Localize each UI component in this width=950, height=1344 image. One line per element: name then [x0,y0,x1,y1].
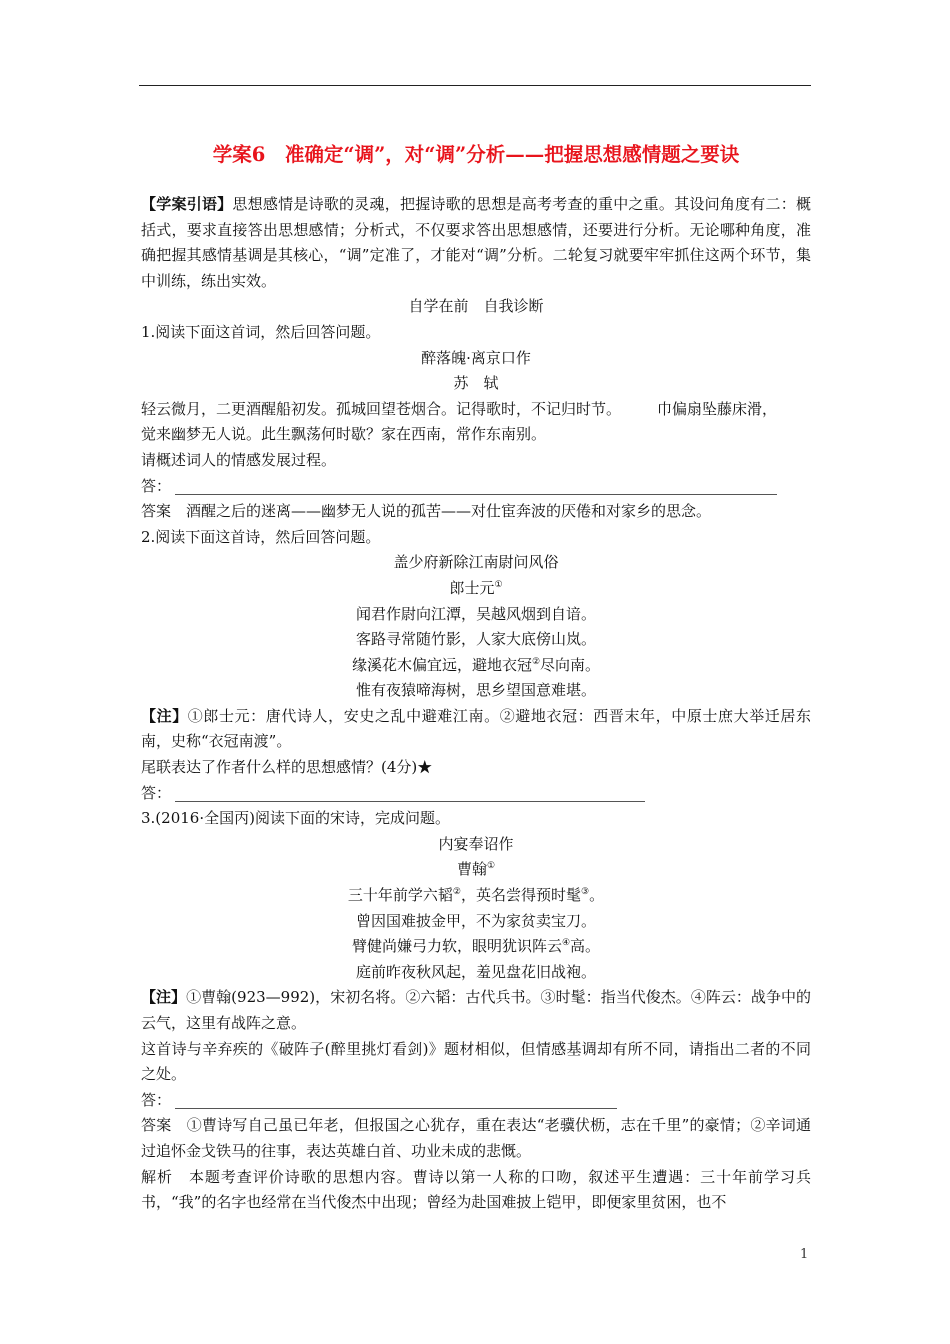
section-heading: 自学在前 自我诊断 [408,297,544,316]
answer-label: 答案 [141,1116,172,1135]
q3-prompt: 3.(2016·全国丙)阅读下面的宋诗，完成问题。 [141,809,450,828]
page-number: 1 [800,1247,809,1262]
q3-analysis [141,1165,811,1216]
header-rule [139,85,811,86]
answer-text: ①曹诗写自己虽已年老，但报国之心犹存，重在表达“老骥伏枥，志在千里”的豪情；②辛词通过追怀金戈铁马的往事，表达英雄白首、功业未成的悲慨。 [141,1116,811,1160]
answer-prompt: 答： [141,783,172,802]
document-body [141,140,811,1216]
q2-poem-title: 盖少府新除江南尉问风俗 [393,553,559,572]
q1-poem-line [141,397,811,423]
answer-line[interactable] [175,476,777,495]
answer-line[interactable] [175,1090,617,1109]
q3-poem-title: 内宴奉诏作 [438,834,514,853]
note-label: 【注】 [141,706,188,725]
footnote-marker: ③ [581,887,590,898]
q2-poem-line4: 惟有夜猿啼海树，思乡望国意难堪。 [355,681,596,700]
q3-question: 这首诗与辛弃疾的《破阵子(醉里挑灯看剑)》题材相似，但情感基调却有所不同，请指出二者的不同之处。 [141,1039,811,1084]
answer-prompt: 答： [141,476,172,495]
analysis-label: 解析 [141,1167,173,1186]
q1-author: 苏 轼 [453,374,499,393]
q2-poem-line2: 客路寻常随竹影，人家大底傍山岚。 [355,630,596,649]
answer-line[interactable] [175,783,645,802]
q2-poem-line1: 闻君作尉向江潭，吴越风烟到自谙。 [355,604,596,623]
q1-question: 请概述词人的情感发展过程。 [141,450,337,469]
q1-poem-line1a: 轻云微月，二更酒醒船初发。孤城回望苍烟合。记得歌时，不记归时节。 [141,399,622,418]
q2-poem-line3: 缘溪花木偏宜远，避地衣冠②尽向南。 [351,655,601,674]
q3-answer-blank [141,1088,811,1114]
q2-author: 郎士元① [449,578,503,597]
q2-note [141,704,811,755]
intro-label: 【学案引语】 [141,195,233,213]
q1-poem-line2: 觉来幽梦无人说。此生飘荡何时歇？家在西南，常作东南别。 [141,425,547,444]
q1-prompt: 1.阅读下面这首词，然后回答问题。 [141,322,381,341]
q3-author: 曹翰① [456,860,496,879]
intro-paragraph [141,192,811,294]
q2-prompt: 2.阅读下面这首诗，然后回答问题。 [141,527,381,546]
answer-label: 答案 [141,502,172,521]
q1-poem-line1b: 巾偏扇坠藤床滑， [657,399,778,418]
q3-note [141,985,811,1036]
q2-answer-blank [141,781,811,807]
note-text: ①郎士元：唐代诗人，安史之乱中避难江南。②避地衣冠：西晋末年，中原士庶大举迁居东南，史称“衣冠南渡”。 [141,706,811,751]
q3-poem-line4: 庭前昨夜秋风起，羞见盘花旧战袍。 [355,962,596,981]
answer-prompt: 答： [141,1090,172,1109]
footnote-marker: ① [494,579,503,590]
q2-question: 尾联表达了作者什么样的思想感情？(4分)★ [141,758,433,777]
q3-poem-line2: 曾因国难披金甲，不为家贫卖宝刀。 [355,911,596,930]
q1-answer [141,499,811,525]
footnote-marker: ② [452,887,461,898]
intro-text: 思想感情是诗歌的灵魂，把握诗歌的思想是高考考查的重中之重。其设问角度有二：概括式，要求直接答出思想感情；分析式，不仅要求答出思想感情，还要进行分析。无论哪种角度，准确把握其感情基调是其核心，“调”定准了，才能对“调”分析。二轮复习就要牢牢抓住这两个环节，集中训练，练出实效。 [141,195,811,290]
q1-answer-blank [141,474,811,500]
footnote-marker: ② [531,656,541,667]
footnote-marker: ④ [561,938,571,949]
q3-answer [141,1113,811,1164]
page-title: 学案6 准确定“调”，对“调”分析——把握思想感情题之要诀 [212,143,740,166]
q1-poem-title: 醉落魄·离京口作 [421,348,531,367]
analysis-text: 本题考查评价诗歌的思想内容。曹诗以第一人称的口吻，叙述平生遭遇：三十年前学习兵书，“我”的名字也经常在当代俊杰中出现；曾经为赴国难披上铠甲，即便家里贫困，也不 [141,1167,811,1212]
note-label: 【注】 [141,988,187,1007]
q3-poem-line3: 臂健尚嫌弓力软，眼明犹识阵云④高。 [351,937,601,956]
answer-text: 酒醒之后的迷离——幽梦无人说的孤苦——对仕宦奔波的厌倦和对家乡的思念。 [186,502,712,521]
note-text: ①曹翰(923—992)，宋初名将。②六韬：古代兵书。③时髦：指当代俊杰。④阵云：战争中的云气，这里有战阵之意。 [141,988,811,1032]
q3-poem-line1: 三十年前学六韬②，英名尝得预时髦③。 [347,886,605,905]
footnote-marker: ① [486,861,496,872]
